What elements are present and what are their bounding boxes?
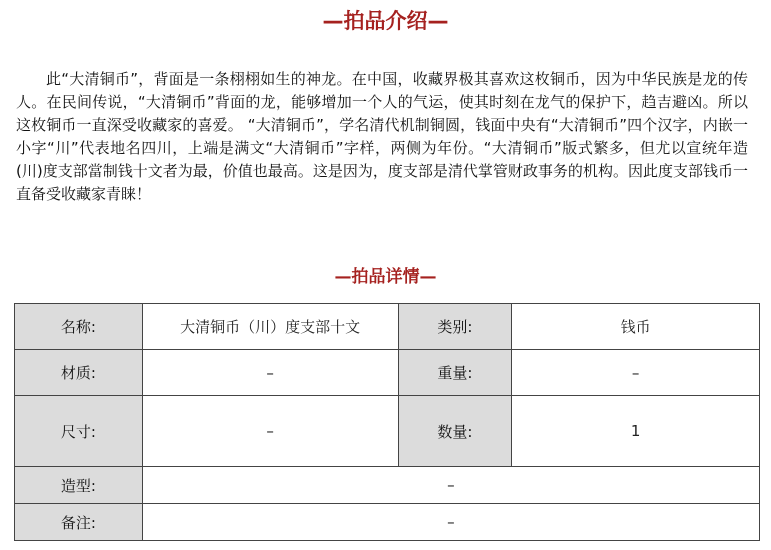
- weight-value: –: [512, 350, 760, 396]
- material-label: 材质:: [15, 350, 143, 396]
- shape-value: –: [142, 467, 759, 504]
- quantity-value: 1: [512, 396, 760, 467]
- table-row: [15, 504, 760, 541]
- category-value: 钱币: [512, 304, 760, 350]
- name-label: 名称:: [15, 304, 143, 350]
- table-row: [15, 467, 760, 504]
- size-value: –: [142, 396, 398, 467]
- details-table: [14, 303, 760, 541]
- table-row: [15, 304, 760, 350]
- material-value: –: [142, 350, 398, 396]
- category-label: 类别:: [398, 304, 512, 350]
- intro-heading: —拍品介绍—: [322, 9, 449, 33]
- notes-value: –: [142, 504, 759, 541]
- shape-label: 造型:: [15, 467, 143, 504]
- size-label: 尺寸:: [15, 396, 143, 467]
- weight-label: 重量:: [398, 350, 512, 396]
- notes-label: 备注:: [15, 504, 143, 541]
- details-heading: —拍品详情—: [334, 267, 437, 287]
- quantity-label: 数量:: [398, 396, 512, 467]
- name-value: 大清铜币（川）度支部十文: [142, 304, 398, 350]
- table-row: [15, 396, 760, 467]
- table-row: [15, 350, 760, 396]
- intro-paragraph: 此“大清铜币”，背面是一条栩栩如生的神龙。在中国，收藏界极其喜欢这枚铜币，因为中华民族是龙的传人。在民间传说，“大清铜币”背面的龙，能够增加一个人的气运，使其时刻在龙气的保护下，趋吉避凶。所以这枚铜币一直深受收藏家的喜爱。 “大清铜币”，学名清代机制铜圆，钱面中央有“大清铜币”四个汉字，内嵌一小字“川”代表地名四川，上端是满文“大清铜币”字样，两侧为年份。“大清铜币”版式繁多，但尤以宣统年造(川)度支部當制钱十文者为最，价值也最高。这是因为，度支部是清代掌管财政事务的机构。因此度支部钱币一直备受收藏家青睐！: [16, 70, 748, 203]
